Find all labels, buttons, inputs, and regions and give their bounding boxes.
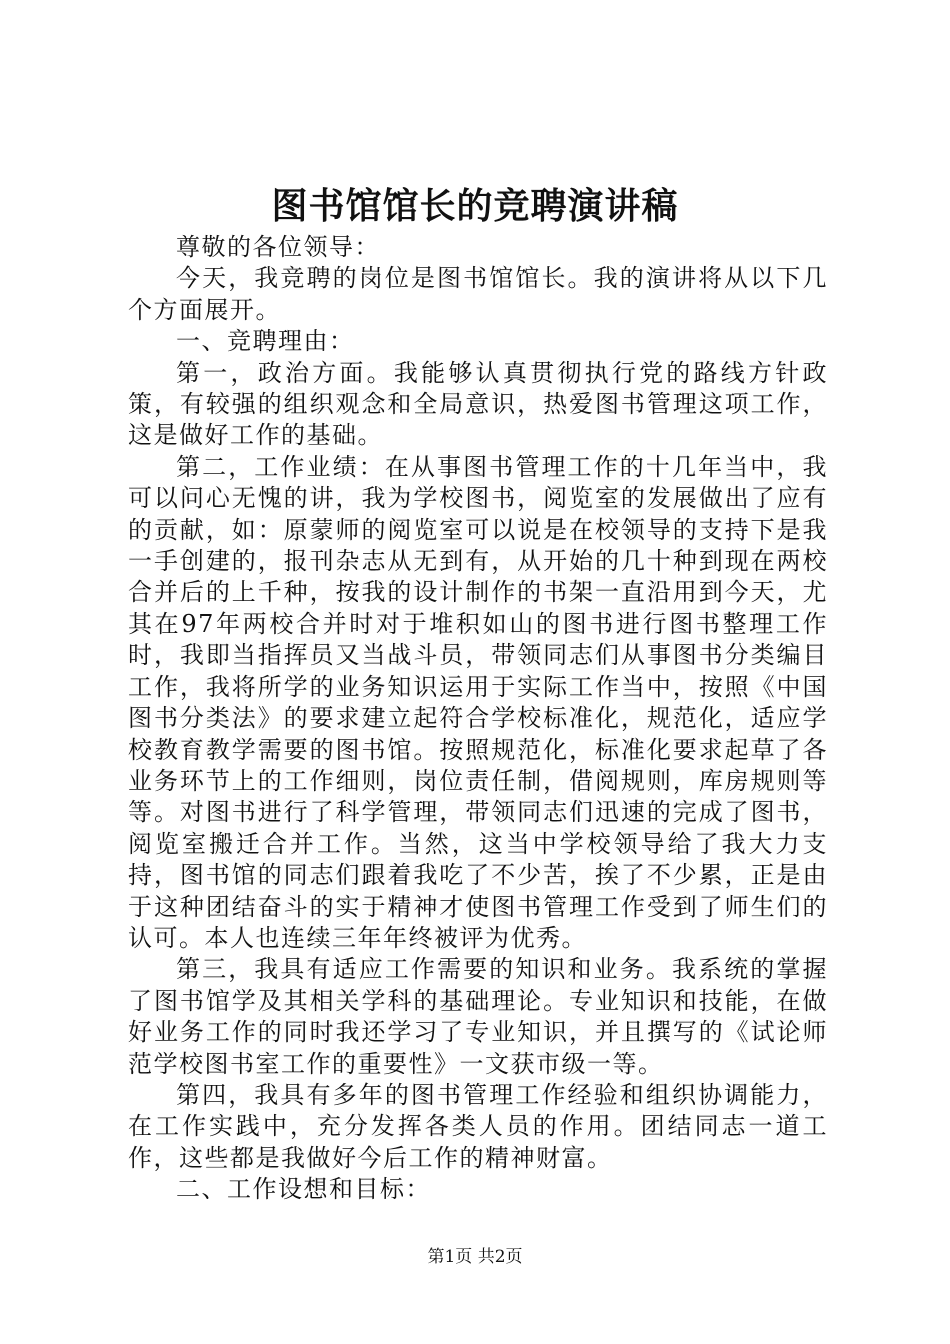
document-title: 图书馆馆长的竞聘演讲稿: [271, 185, 679, 227]
section-heading-plans: 二、工作设想和目标：: [176, 1175, 431, 1204]
paragraph-experience: 第四，我具有多年的图书管理工作经验和组织协调能力，在工作实践中，充分发挥各类人员的作用。团结同志一道工作，这些都是我做好今后工作的精神财富。: [128, 1080, 828, 1172]
document-body: [128, 232, 828, 1206]
section-heading-reasons: 一、竞聘理由：: [176, 327, 355, 356]
paragraph-knowledge: 第三，我具有适应工作需要的知识和业务。我系统的掌握了图书馆学及其相关学科的基础理论。专业知识和技能，在做好业务工作的同时我还学习了专业知识，并且撰写的《试论师范学校图书室工作的重要性》一文获市级一等。: [128, 955, 828, 1078]
salutation: 尊敬的各位领导：: [176, 233, 380, 261]
paragraph-achievements: 第二，工作业绩：在从事图书管理工作的十几年当中，我可以问心无愧的讲，我为学校图书，阅览室的发展做出了应有的贡献，如：原蒙师的阅览室可以说是在校领导的支持下是我一手创建的，报刊杂志从无到有，从开始的几十种到现在两校合并后的上千种，按我的设计制作的书架一直沿用到今天，尤其在97年两校合并时对于堆积如山的图书进行图书整理工作时，我即当指挥员又当战斗员，带领同志们从事图书分类编目工作，我将所学的业务知识运用于实际工作当中，按照《中国图书分类法》的要求建立起符合学校标准化，规范化，适应学校教育教学需要的图书馆。按照规范化，标准化要求起草了各业务环节上的工作细则，岗位责任制，借阅规则，库房规则等等。对图书进行了科学管理，带领同志们迅速的完成了图书，阅览室搬迁合并工作。当然，这当中学校领导给了我大力支持，图书馆的同志们跟着我吃了不少苦，挨了不少累，正是由于这种团结奋斗的实于精神才使图书管理工作受到了师生们的认可。本人也连续三年年终被评为优秀。: [128, 452, 828, 952]
paragraph-politics: 第一，政治方面。我能够认真贯彻执行党的路线方针政策，有较强的组织观念和全局意识，热爱图书管理这项工作，这是做好工作的基础。: [128, 358, 828, 450]
intro-paragraph: 今天，我竞聘的岗位是图书馆馆长。我的演讲将从以下几个方面展开。: [128, 264, 828, 324]
page-number-footer: 第1页 共2页: [427, 1247, 523, 1267]
